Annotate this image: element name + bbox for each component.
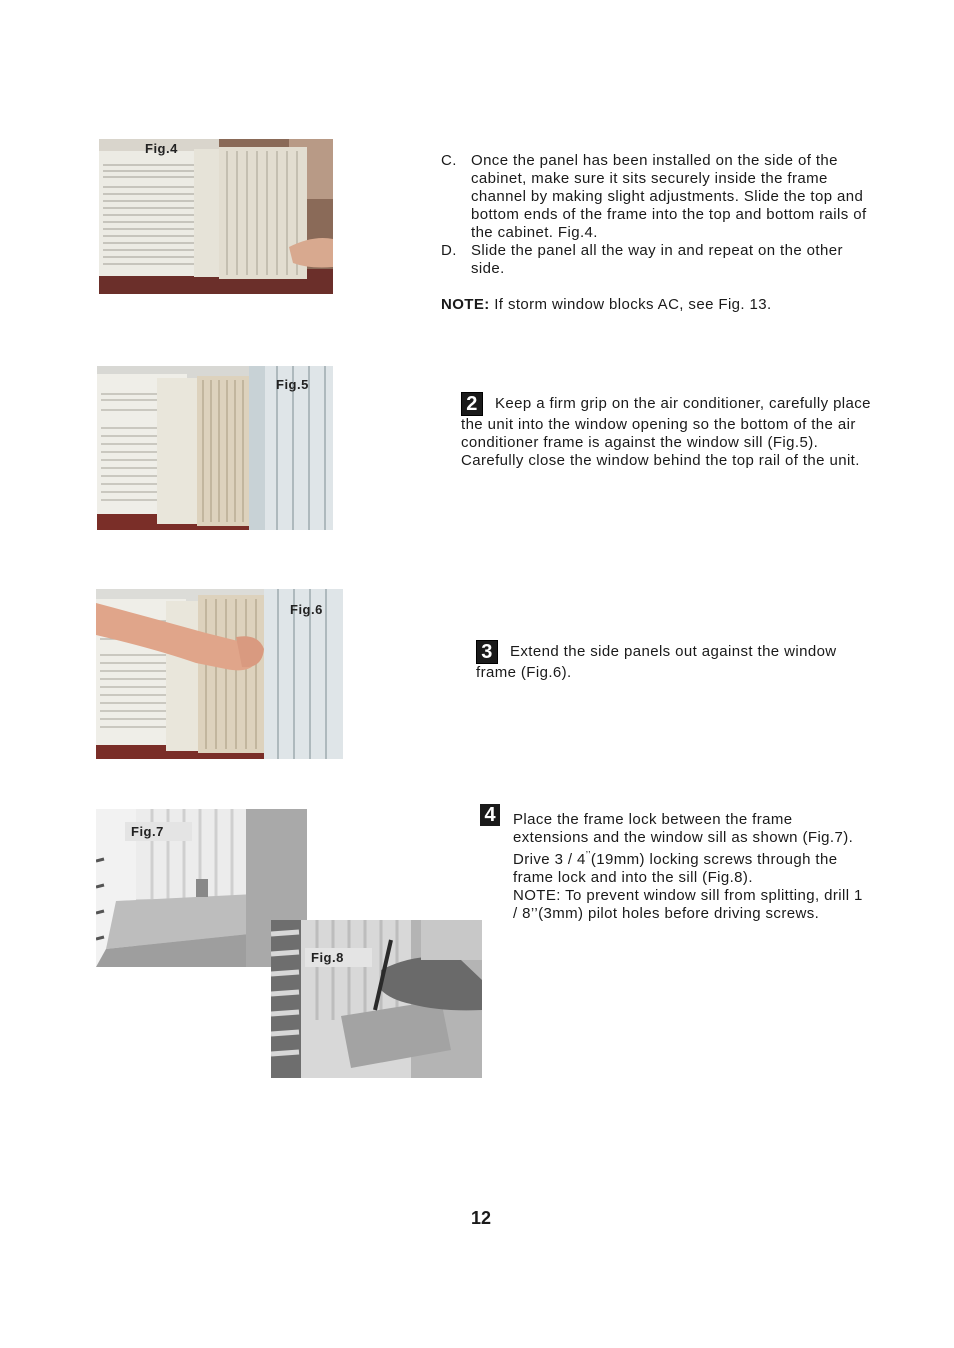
step-2 [461, 392, 881, 470]
step-d [441, 242, 881, 278]
step-3 [476, 640, 881, 682]
fig4-label: Fig.4 [145, 141, 178, 156]
step-2-number: 2 [461, 392, 483, 416]
step-c-text: Once the panel has been installed on the side of the cabinet, make sure it sits securely inside the frame channel by making slight adjustments. Slide the top and bottom ends of the frame into the top and bottom rails of the cabinet. Fig.4. [471, 152, 867, 241]
step-4-text-b: (19mm) locking screws through the frame lock and into the sill (Fig.8). [513, 851, 838, 886]
step-c-marker: C. [441, 152, 457, 169]
fig5-label: Fig.5 [276, 377, 309, 392]
step-4-number: 4 [480, 804, 500, 826]
step-d-marker: D. [441, 242, 457, 259]
steps-c-d [441, 152, 881, 314]
step-4-sup: ’’ [585, 850, 591, 861]
step-c [441, 152, 881, 242]
step-4-note: NOTE: To prevent window sill from splitting, drill 1 / 8’’(3mm) pilot holes before driving screws. [513, 887, 863, 922]
step-4 [513, 811, 868, 923]
note-text: If storm window blocks AC, see Fig. 13. [489, 296, 772, 313]
fig8-label: Fig.8 [305, 948, 372, 967]
step-3-number: 3 [476, 640, 498, 664]
step-3-text: Extend the side panels out against the window frame (Fig.6). [476, 643, 837, 681]
step-4-text-a: Place the frame lock between the frame extensions and the window sill as shown (Fig.7). Drive 3 / 4 [513, 811, 854, 868]
note-label: NOTE: [441, 296, 490, 313]
fig4-photo [99, 139, 333, 294]
fig7-label: Fig.7 [125, 822, 192, 841]
page-number: 12 [471, 1208, 492, 1228]
storm-window-note [441, 296, 881, 314]
step-d-text: Slide the panel all the way in and repeat on the other side. [471, 242, 843, 277]
step-2-text: Keep a firm grip on the air conditioner, carefully place the unit into the window opening so the bottom of the air conditioner frame is against the window sill (Fig.5). Carefully close the window behind the top rail of the unit. [461, 395, 871, 469]
fig6-label: Fig.6 [290, 602, 323, 617]
fig8-photo [271, 920, 482, 1078]
step-4-text [513, 811, 868, 887]
